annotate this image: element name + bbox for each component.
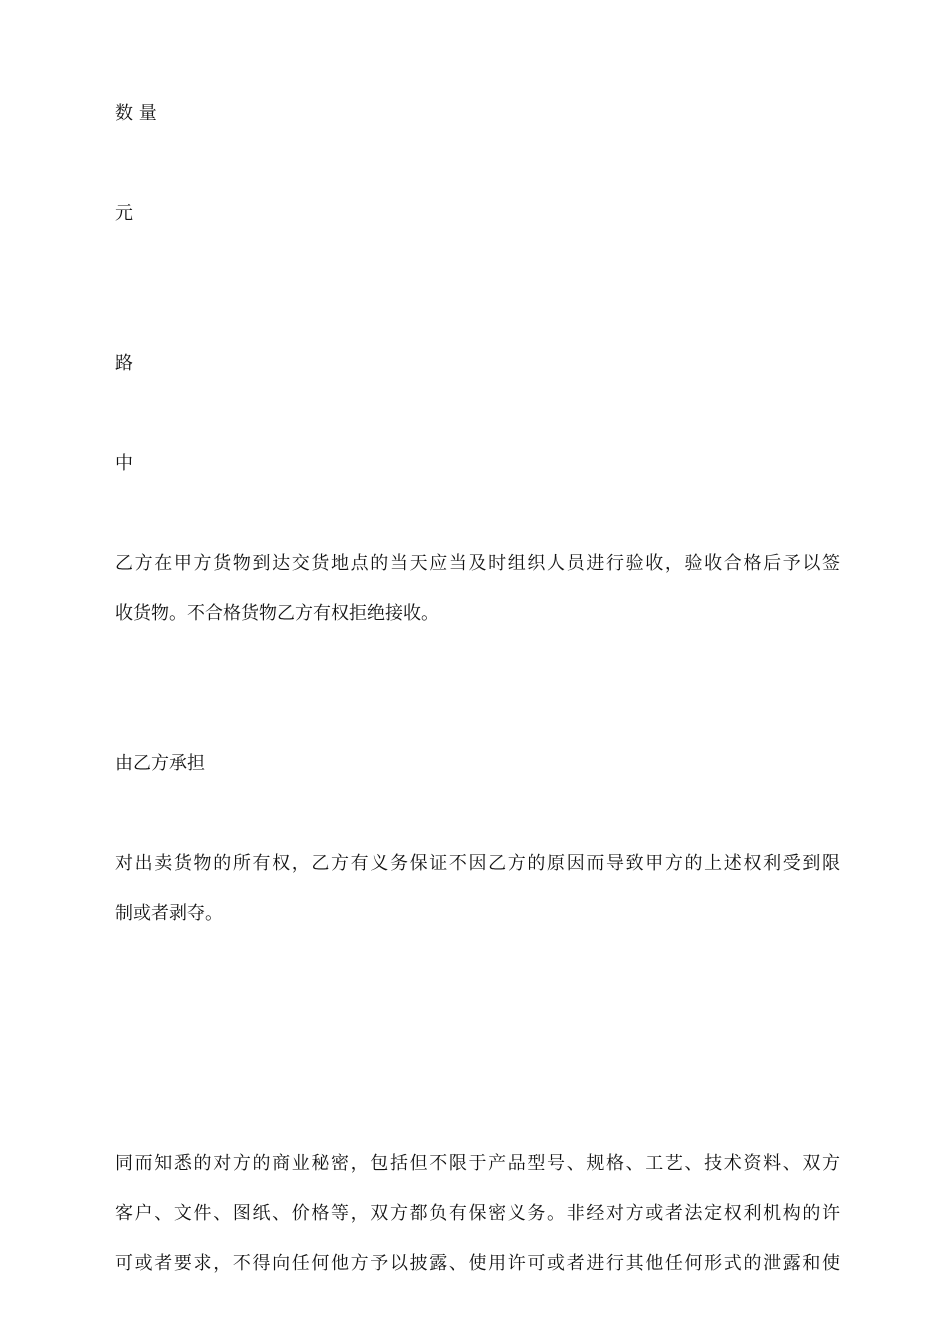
line-text: 中 — [115, 453, 133, 474]
text-line: 同而知悉的对方的商业秘密，包括但不限于产品型号、规格、工艺、技术资料、双方 — [115, 1153, 840, 1174]
text-line — [115, 602, 840, 626]
text-line — [115, 102, 840, 126]
line-text: 数 量 — [115, 103, 157, 124]
text-line — [115, 352, 840, 376]
text-line — [115, 202, 840, 226]
text-line: 客户、文件、图纸、价格等，双方都负有保密义务。非经对方或者法定权利机构的许 — [115, 1203, 840, 1224]
text-line: 乙方在甲方货物到达交货地点的当天应当及时组织人员进行验收，验收合格后予以签 — [115, 553, 840, 574]
line-text: 元 — [115, 203, 133, 224]
line-text: 路 — [115, 353, 133, 374]
line-text: 由乙方承担 — [115, 753, 205, 774]
text-line — [115, 452, 840, 476]
text-line — [115, 752, 840, 776]
line-text: 制或者剥夺。 — [115, 903, 223, 924]
text-line: 对出卖货物的所有权，乙方有义务保证不因乙方的原因而导致甲方的上述权利受到限 — [115, 853, 840, 874]
line-text: 收货物。不合格货物乙方有权拒绝接收。 — [115, 603, 439, 624]
text-line — [115, 902, 840, 926]
text-line: 可或者要求，不得向任何他方予以披露、使用许可或者进行其他任何形式的泄露和使 — [115, 1253, 840, 1274]
